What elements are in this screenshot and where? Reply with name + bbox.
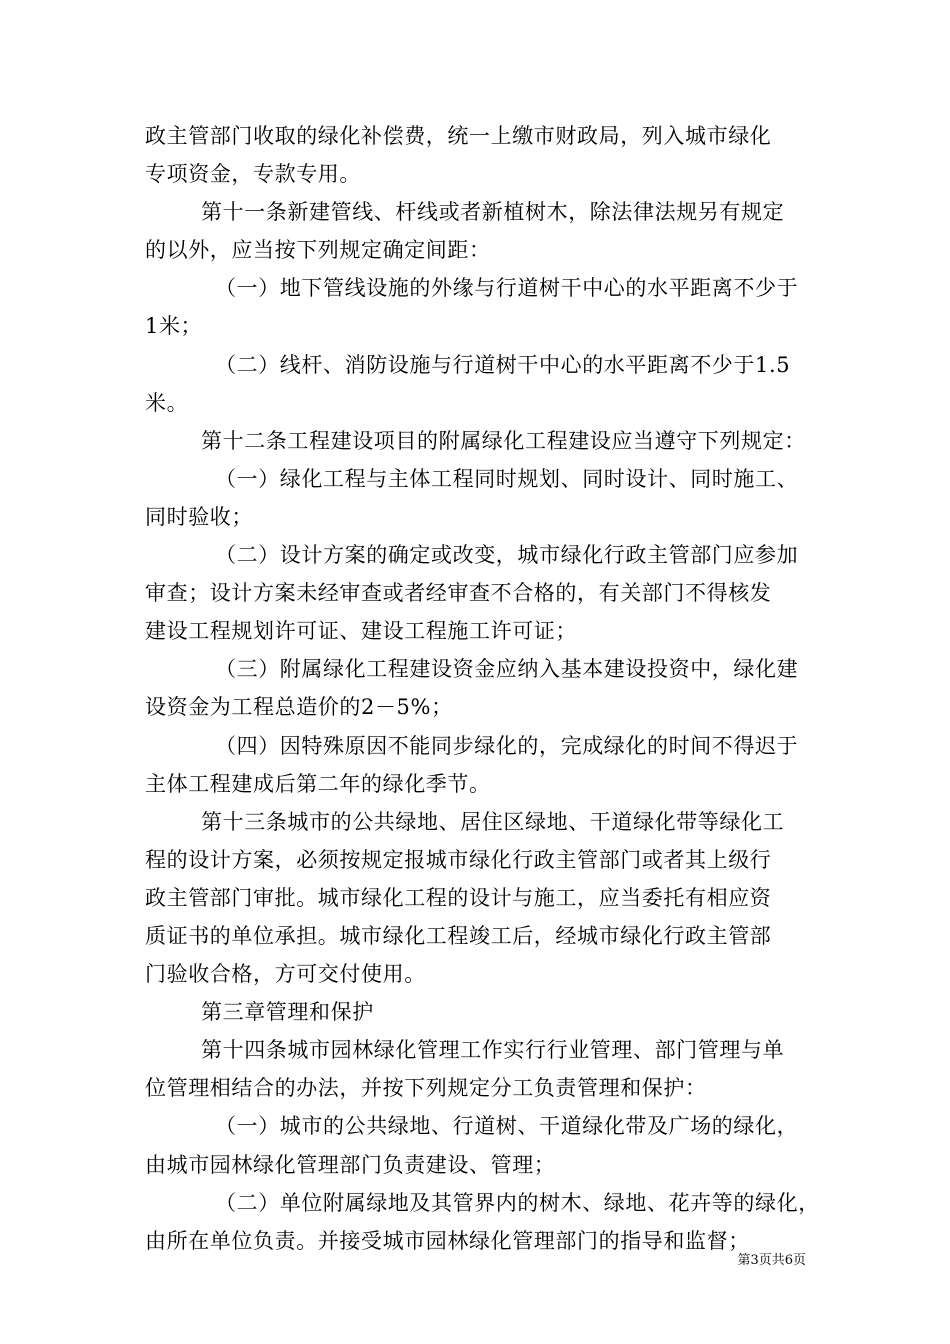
text-line: 程的设计方案，必须按规定报城市绿化行政主管部门或者其上级行: [145, 847, 772, 872]
text-line: 建设工程规划许可证、建设工程施工许可证；: [145, 619, 577, 644]
text-line: 质证书的单位承担。城市绿化工程竣工后，经城市绿化行政主管部: [145, 923, 772, 948]
list-item-line: （一）地下管线设施的外缘与行道树干中心的水平距离不少于: [215, 276, 799, 301]
text-line: 主体工程建成后第二年的绿化季节。: [145, 771, 491, 796]
list-item-line: （二）设计方案的确定或改变，城市绿化行政主管部门应参加: [215, 543, 799, 568]
text-line: 由城市园林绿化管理部门负责建设、管理；: [145, 1152, 556, 1177]
list-item-line: （二）线杆、消防设施与行道树干中心的水平距离不少于1.5: [215, 352, 791, 377]
chapter-3-heading: 第三章管理和保护: [201, 1000, 374, 1025]
list-item-line: （一）城市的公共绿地、行道树、干道绿化带及广场的绿化，: [215, 1114, 799, 1139]
text-line: 门验收合格，方可交付使用。: [145, 962, 426, 987]
text-line: 由所在单位负责。并接受城市园林绿化管理部门的指导和监督；: [145, 1228, 750, 1253]
article-11-heading-line: 第十一条新建管线、杆线或者新植树木，除法律法规另有规定: [201, 200, 785, 225]
article-13-heading-line: 第十三条城市的公共绿地、居住区绿地、干道绿化带等绿化工: [201, 809, 785, 834]
article-14-heading-line: 第十四条城市园林绿化管理工作实行行业管理、部门管理与单: [201, 1038, 785, 1063]
list-item-line: （三）附属绿化工程建设资金应纳入基本建设投资中，绿化建: [215, 657, 799, 682]
text-line: 专项资金，专款专用。: [145, 162, 361, 187]
text-line: 设资金为工程总造价的2－5%；: [145, 695, 453, 720]
text-line: 政主管部门收取的绿化补偿费，统一上缴市财政局，列入城市绿化: [145, 124, 772, 148]
page-number-footer: 第3页共6页: [737, 1253, 806, 1268]
list-item-line: （一）绿化工程与主体工程同时规划、同时设计、同时施工、: [215, 466, 799, 491]
list-item-line: （四）因特殊原因不能同步绿化的，完成绿化的时间不得迟于: [215, 733, 799, 758]
document-body: [145, 117, 820, 1260]
text-line: 位管理相结合的办法，并按下列规定分工负责管理和保护：: [145, 1076, 707, 1101]
text-line: 同时验收；: [145, 504, 253, 529]
text-line: 政主管部门审批。城市绿化工程的设计与施工，应当委托有相应资: [145, 885, 772, 910]
text-line: 审查；设计方案未经审查或者经审查不合格的，有关部门不得核发: [145, 581, 772, 606]
text-line: 米。: [145, 390, 189, 415]
list-item-line: （二）单位附属绿地及其管界内的树木、绿地、花卉等的绿化，: [215, 1190, 820, 1215]
text-line: 的以外，应当按下列规定确定间距：: [145, 238, 491, 263]
text-line: 1米；: [145, 314, 203, 339]
article-12-heading-line: 第十二条工程建设项目的附属绿化工程建设应当遵守下列规定：: [201, 428, 806, 453]
